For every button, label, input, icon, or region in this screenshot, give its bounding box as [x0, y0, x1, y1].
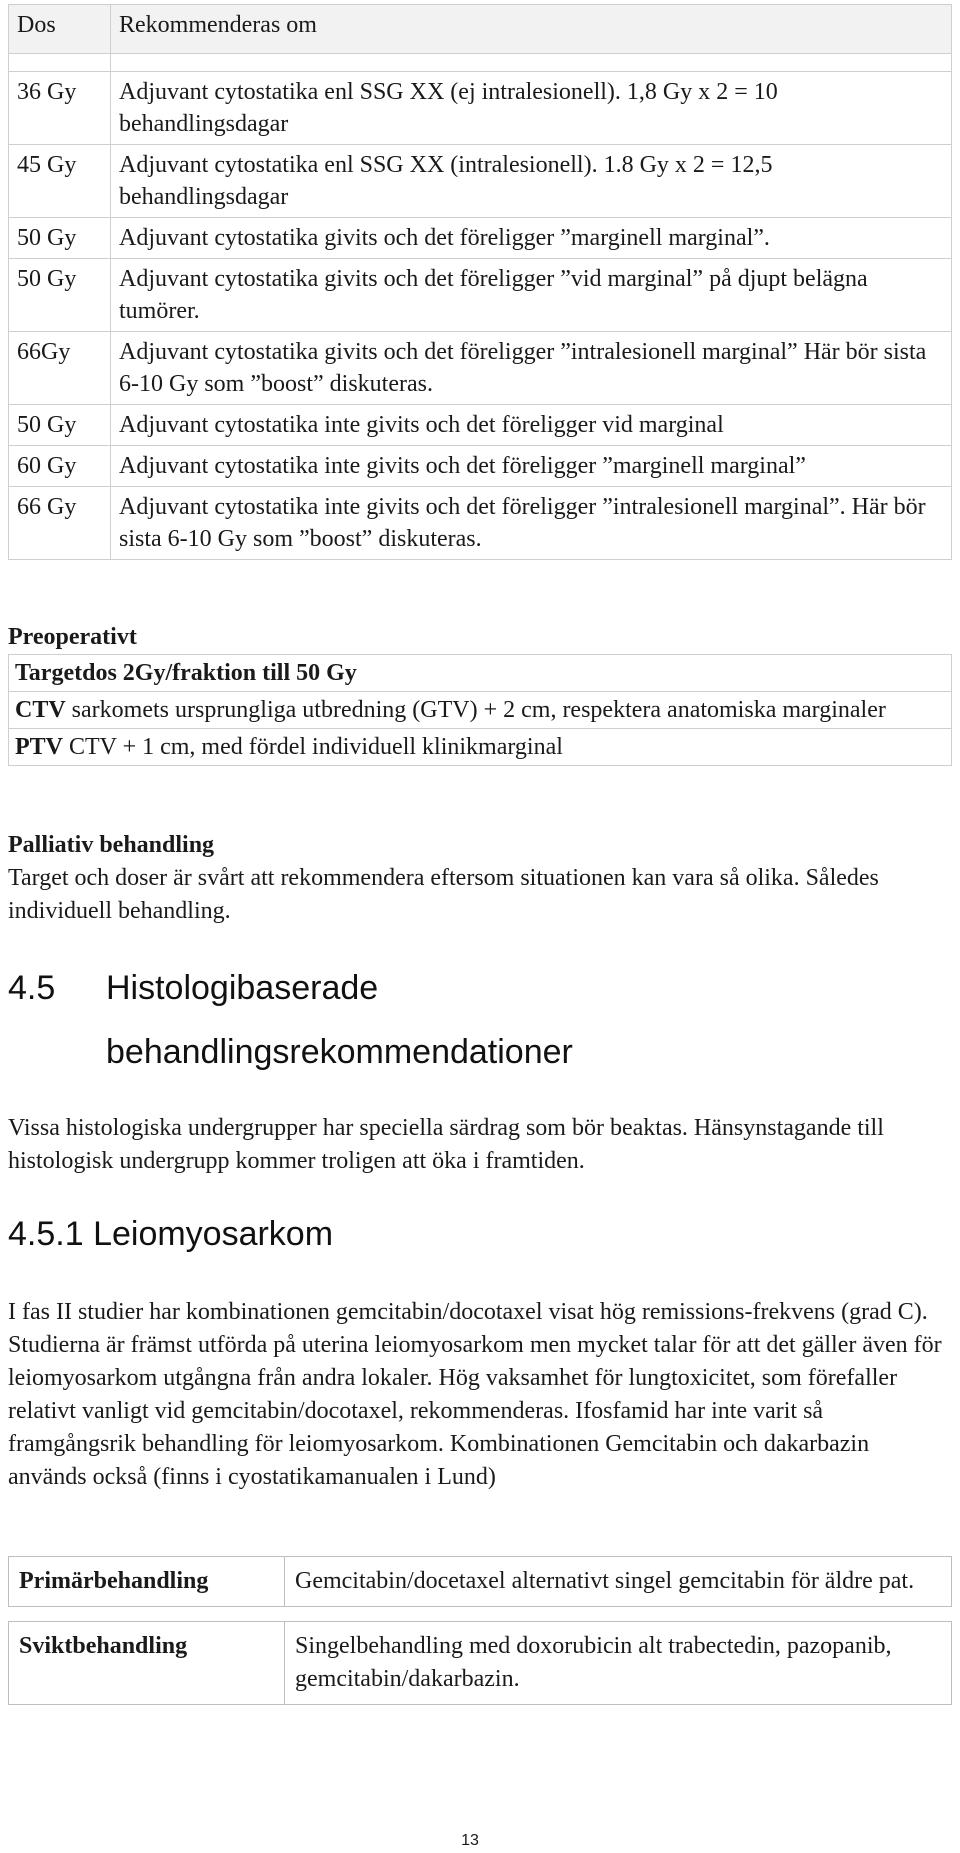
- dose-table-spacer-row: [9, 54, 952, 72]
- dose-cell: 50 Gy: [9, 405, 111, 446]
- dose-table-header: [9, 5, 952, 54]
- ctv-label: CTV: [15, 697, 66, 723]
- therapy-table: [8, 1556, 952, 1705]
- section-4-5-1-heading: [8, 1214, 952, 1254]
- recommendation-cell: Adjuvant cytostatika givits och det föreligger ”vid marginal” på djupt belägna tumörer.: [111, 259, 952, 332]
- recommendation-cell: Adjuvant cytostatika enl SSG XX (ej intralesionell). 1,8 Gy x 2 = 10 behandlingsdagar: [111, 72, 952, 145]
- dose-cell: 66 Gy: [9, 487, 111, 560]
- ctv-box: [8, 692, 952, 729]
- recommendation-cell: Adjuvant cytostatika inte givits och det föreligger ”intralesionell marginal”. Här bör sista 6-10 Gy som ”boost” diskuteras.: [111, 487, 952, 560]
- dose-cell: 50 Gy: [9, 218, 111, 259]
- recommendation-cell: Adjuvant cytostatika inte givits och det föreligger ”marginell marginal”: [111, 446, 952, 487]
- section-number: 4.5: [8, 969, 56, 1007]
- recommendation-cell: Adjuvant cytostatika enl SSG XX (intralesionell). 1.8 Gy x 2 = 12,5 behandlingsdagar: [111, 145, 952, 218]
- section-4-5-line1: [8, 968, 952, 1008]
- table-row: [9, 145, 952, 218]
- table-row: [9, 1622, 952, 1705]
- recommendation-cell: Adjuvant cytostatika givits och det föreligger ”marginell marginal”.: [111, 218, 952, 259]
- column-header-dose: Dos: [9, 5, 111, 54]
- dose-cell: 50 Gy: [9, 259, 111, 332]
- ptv-text: CTV + 1 cm, med fördel individuell klinikmarginal: [69, 734, 563, 760]
- table-row: [9, 487, 952, 560]
- column-header-recommended: Rekommenderas om: [111, 5, 952, 54]
- subsection-title: 4.5.1 Leiomyosarkom: [8, 1215, 334, 1253]
- palliative-section: [8, 828, 952, 928]
- section-4-5-heading: [8, 968, 952, 1072]
- preop-heading: Preoperativt: [8, 624, 137, 650]
- dose-cell: 66Gy: [9, 332, 111, 405]
- dose-cell: 36 Gy: [9, 72, 111, 145]
- dose-table: [8, 4, 952, 560]
- ptv-label: PTV: [15, 734, 63, 760]
- table-row: [9, 446, 952, 487]
- preop-section: [8, 620, 952, 766]
- table-row: [9, 1557, 952, 1607]
- recommendation-cell: Adjuvant cytostatika inte givits och det föreligger vid marginal: [111, 405, 952, 446]
- leiomyosarkom-text: I fas II studier har kombinationen gemcitabin/docotaxel visat hög remissions-frekvens (grad C). Studierna är främst utförda på uterina leiomyosarkom men mycket talar för att det gäller även för leiomyosarkom utgångna från andra lokaler. Hög vaksamhet för lungtoxicitet, som förefaller relativt vanligt vid gemcitabin/docotaxel, rekommenderas. Ifosfamid har inte varit så framgångsrik behandling för leiomyosarkom. Kombinationen Gemcitabin och dakarbazin används också (finns i cyostatikamanualen i Lund): [8, 1299, 942, 1490]
- section-4-5-1-body: [8, 1296, 952, 1494]
- table-row: [9, 405, 952, 446]
- section-4-5-text: Vissa histologiska undergrupper har speciella särdrag som bör beaktas. Hänsynstagande till histologisk undergrupp kommer troligen att öka i framtiden.: [8, 1115, 884, 1174]
- dose-cell: 45 Gy: [9, 145, 111, 218]
- section-title-line2: behandlingsrekommendationer: [106, 1033, 573, 1071]
- page-number: 13: [461, 1832, 479, 1849]
- dose-table-block: [8, 4, 952, 560]
- dose-cell: 60 Gy: [9, 446, 111, 487]
- section-title-line1: Histologibaserade: [106, 969, 379, 1007]
- palliative-heading: Palliativ behandling: [8, 832, 215, 858]
- therapy-text: Singelbehandling med doxorubicin alt trabectedin, pazopanib, gemcitabin/dakarbazin.: [285, 1622, 952, 1705]
- table-row: [9, 218, 952, 259]
- therapy-table-block: [8, 1556, 952, 1705]
- section-4-5-body: [8, 1112, 952, 1178]
- table-row: [9, 332, 952, 405]
- table-row: [9, 259, 952, 332]
- therapy-label: Sviktbehandling: [9, 1622, 285, 1705]
- palliative-text: Target och doser är svårt att rekommendera eftersom situationen kan vara så olika. Således individuell behandling.: [8, 865, 879, 924]
- therapy-text: Gemcitabin/docetaxel alternativt singel gemcitabin för äldre pat.: [285, 1557, 952, 1607]
- ctv-text: sarkomets ursprungliga utbredning (GTV) + 2 cm, respektera anatomiska marginaler: [71, 697, 886, 723]
- recommendation-cell: Adjuvant cytostatika givits och det föreligger ”intralesionell marginal” Här bör sista 6-10 Gy som ”boost” diskuteras.: [111, 332, 952, 405]
- therapy-label: Primärbehandling: [9, 1557, 285, 1607]
- target-dose-box: Targetdos 2Gy/fraktion till 50 Gy: [8, 654, 952, 692]
- table-row: [9, 72, 952, 145]
- ptv-box: [8, 729, 952, 766]
